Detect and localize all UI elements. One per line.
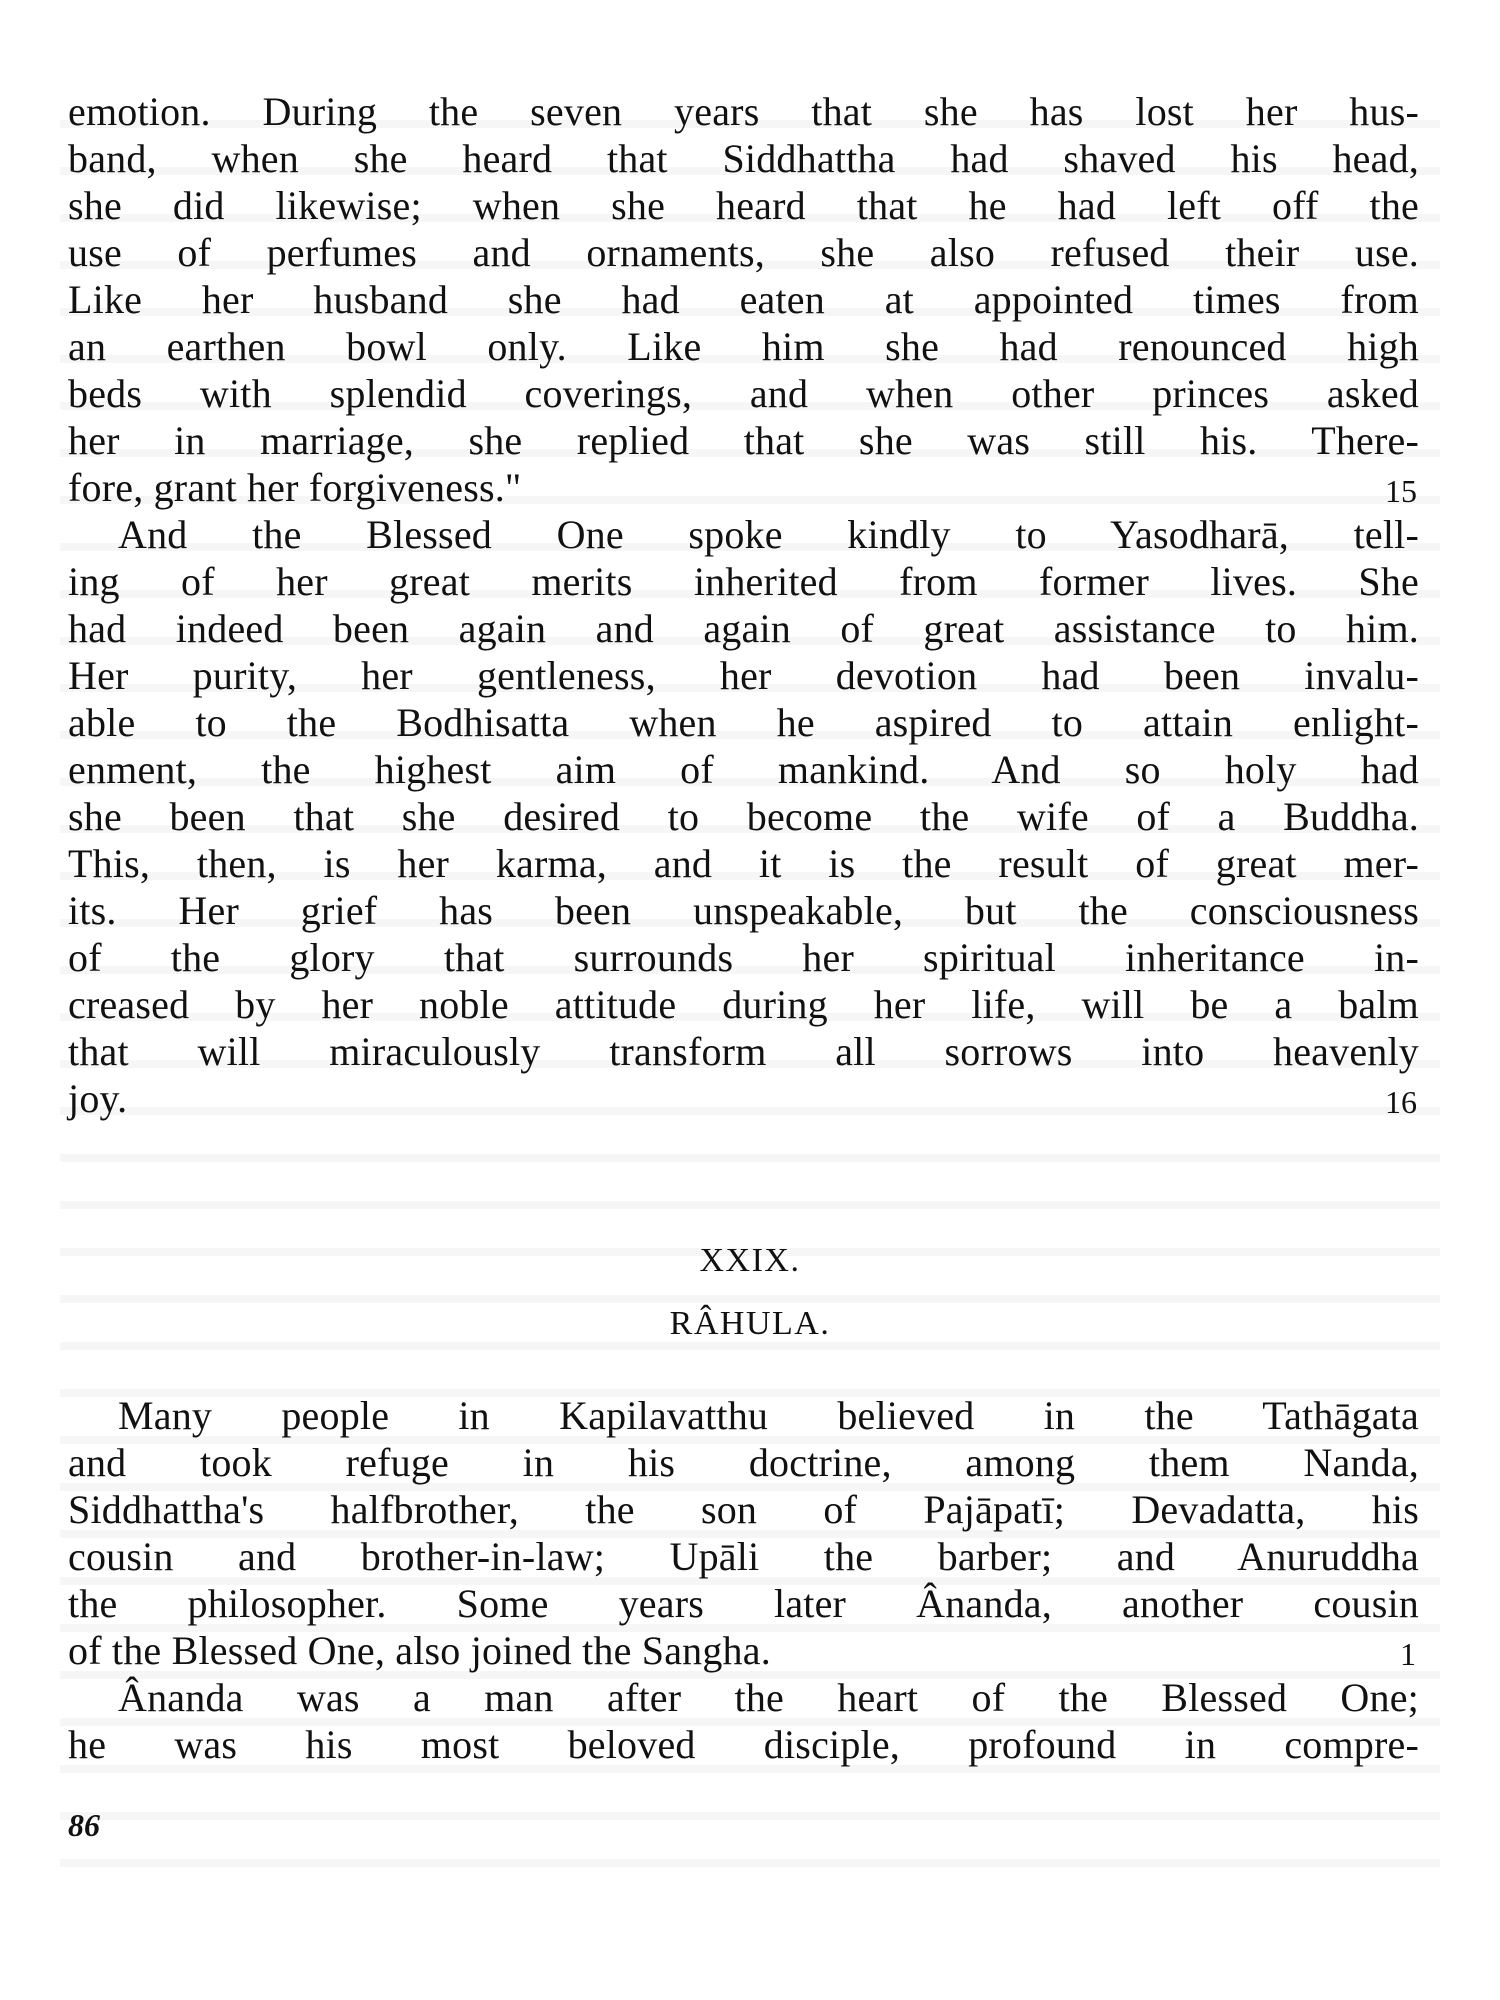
- text-line: able to the Bodhisatta when he aspired to attain enlight-: [68, 700, 1419, 745]
- text-line: he was his most beloved disciple, profound in compre-: [68, 1722, 1419, 1767]
- text-line: beds with splendid coverings, and when other princes asked: [68, 371, 1419, 416]
- text-line: emotion. During the seven years that she has lost her hus-: [68, 89, 1419, 134]
- text-line: creased by her noble attitude during her life, will be a balm: [68, 982, 1419, 1027]
- text-line: of the Blessed One, also joined the Sangha.: [68, 1628, 771, 1673]
- text-line: she been that she desired to become the wife of a Buddha.: [68, 794, 1419, 839]
- text-line: Siddhattha's halfbrother, the son of Pajāpatī; Devadatta, his: [68, 1487, 1419, 1532]
- chapter-title: RÂHULA.: [669, 1305, 831, 1342]
- text-line: an earthen bowl only. Like him she had renounced high: [68, 324, 1419, 369]
- text-line: And the Blessed One spoke kindly to Yasodharā, tell-: [118, 512, 1419, 557]
- verse-number: 1: [1400, 1636, 1416, 1672]
- chapter-number: XXIX.: [699, 1242, 801, 1279]
- text-line: use of perfumes and ornaments, she also refused their use.: [68, 230, 1419, 275]
- text-line: that will miraculously transform all sorrows into heavenly: [68, 1029, 1419, 1074]
- page-number: 86: [68, 1807, 100, 1843]
- text-line: ing of her great merits inherited from former lives. She: [68, 559, 1419, 604]
- text-line: Ânanda was a man after the heart of the Blessed One;: [118, 1675, 1419, 1720]
- text-line: its. Her grief has been unspeakable, but the consciousness: [68, 888, 1419, 933]
- text-line: Like her husband she had eaten at appointed times from: [68, 277, 1419, 322]
- text-line: This, then, is her karma, and it is the result of great mer-: [68, 841, 1419, 886]
- text-line: the philosopher. Some years later Ânanda, another cousin: [68, 1581, 1419, 1626]
- text-line: enment, the highest aim of mankind. And so holy had: [68, 747, 1419, 792]
- text-line: of the glory that surrounds her spiritual inheritance in-: [68, 935, 1419, 980]
- verse-number: 15: [1385, 473, 1417, 509]
- text-line: Many people in Kapilavatthu believed in the Tathāgata: [118, 1393, 1419, 1438]
- text-line: joy.: [68, 1076, 128, 1121]
- text-line: Her purity, her gentleness, her devotion had been invalu-: [68, 653, 1419, 698]
- text-line: and took refuge in his doctrine, among them Nanda,: [68, 1440, 1419, 1485]
- text-line: cousin and brother-in-law; Upāli the barber; and Anuruddha: [68, 1534, 1419, 1579]
- text-line: band, when she heard that Siddhattha had shaved his head,: [68, 136, 1419, 181]
- text-line: her in marriage, she replied that she was still his. There-: [68, 418, 1419, 463]
- text-line: she did likewise; when she heard that he had left off the: [68, 183, 1419, 228]
- text-line: fore, grant her forgiveness.": [68, 465, 522, 510]
- verse-number: 16: [1385, 1084, 1417, 1120]
- text-line: had indeed been again and again of great assistance to him.: [68, 606, 1419, 651]
